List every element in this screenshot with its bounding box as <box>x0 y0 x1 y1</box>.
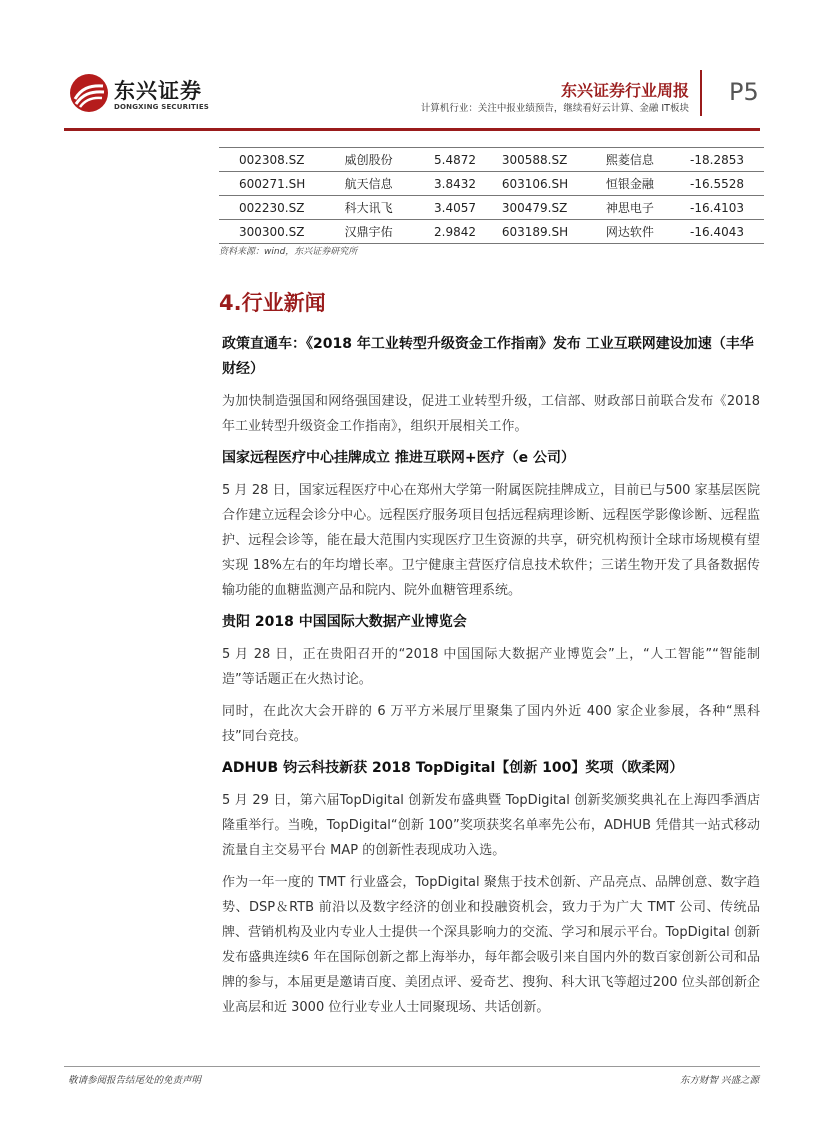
stock-name-cell: 威创股份 <box>345 148 434 172</box>
header-rule <box>64 128 760 131</box>
stock-code-cell: 002230.SZ <box>219 196 345 220</box>
stock-name-cell: 网达软件 <box>606 220 690 244</box>
news-paragraph: 为加快制造强国和网络强国建设，促进工业转型升级，工信部、财政部日前联合发布《2018 年工业转型升级资金工作指南》，组织开展相关工作。 <box>222 394 760 434</box>
header-divider <box>700 70 702 116</box>
company-logo <box>68 72 208 122</box>
stock-name-cell: 恒银金融 <box>606 172 690 196</box>
stock-code-cell: 300300.SZ <box>219 220 345 244</box>
news-headline: 政策直通车：《2018 年工业转型升级资金工作指南》发布 工业互联网建设加速（丰华财经） <box>222 336 754 377</box>
table-row <box>219 148 764 172</box>
news-paragraph: 5 月 28 日，正在贵阳召开的“2018 中国国际大数据产业博览会”上，“人工智能”“智能制造”等话题正在火热讨论。 <box>222 647 760 687</box>
stock-value-cell: 5.4872 <box>434 148 502 172</box>
stock-code-cell: 603106.SH <box>502 172 606 196</box>
logo-english-text: DONGXING SECURITIES <box>114 103 210 111</box>
stock-value-cell: -16.5528 <box>690 172 764 196</box>
section-title: 4.行业新闻 <box>219 291 326 315</box>
stock-value-cell: 2.9842 <box>434 220 502 244</box>
report-title: 东兴证券行业周报 <box>560 81 689 100</box>
stock-value-cell: -16.4103 <box>690 196 764 220</box>
news-list <box>222 332 760 1027</box>
table-source: 资料来源：wind，东兴证券研究所 <box>219 247 358 257</box>
news-item <box>222 610 760 749</box>
stock-name-cell: 汉鼎宇佑 <box>345 220 434 244</box>
stock-table <box>219 147 764 244</box>
stock-value-cell: 3.8432 <box>434 172 502 196</box>
news-item <box>222 756 760 1020</box>
footer-rule <box>64 1066 760 1067</box>
page-number: P5 <box>729 78 759 106</box>
stock-code-cell: 300479.SZ <box>502 196 606 220</box>
news-item <box>222 446 760 603</box>
news-headline: 国家远程医疗中心挂牌成立 推进互联网+医疗（e 公司） <box>222 450 575 466</box>
table-row <box>219 220 764 244</box>
news-paragraph: 5 月 29 日，第六届TopDigital 创新发布盛典暨 TopDigital 创新奖颁奖典礼在上海四季酒店隆重举行。当晚，TopDigital“创新 100”奖项获奖名单率先公布，ADHUB 凭借其一站式移动流量自主交易平台 MAP 的创新性表现成功入选。 <box>222 793 760 858</box>
stock-code-cell: 600271.SH <box>219 172 345 196</box>
news-paragraph: 作为一年一度的 TMT 行业盛会，TopDigital 聚焦于技术创新、产品亮点、品牌创意、数字趋势、DSP＆RTB 前沿以及数字经济的创业和投融资机会，致力于为广大 TMT 公司、传统品牌、营销机构及业内专业人士提供一个深具影响力的交流、学习和展示平台。TopDigital 创新发布盛典连续6 年在国际创新之都上海举办，每年都会吸引来自国内外的数百家创新公司和品牌的参与，本届更是邀请百度、美团点评、爱奇艺、搜狗、科大讯飞等超过200 位头部创新企业高层和近 3000 位行业专业人士同聚现场、共话创新。 <box>222 875 760 1015</box>
news-item <box>222 332 760 439</box>
logo-mark-icon <box>68 72 110 114</box>
news-paragraph: 5 月 28 日，国家远程医疗中心在郑州大学第一附属医院挂牌成立，目前已与500 家基层医院合作建立远程会诊分中心。远程医疗服务项目包括远程病理诊断、远程医学影像诊断、远程监护、远程会诊等，能在最大范围内实现医疗卫生资源的共享，研究机构预计全球市场规模有望实现 18%左右的年均增长率。卫宁健康主营医疗信息技术软件；三诺生物开发了具备数据传输功能的血糖监测产品和院内、院外血糖管理系统。 <box>222 483 760 598</box>
table-row <box>219 196 764 220</box>
stock-code-cell: 300588.SZ <box>502 148 606 172</box>
stock-code-cell: 603189.SH <box>502 220 606 244</box>
stock-value-cell: 3.4057 <box>434 196 502 220</box>
stock-name-cell: 航天信息 <box>345 172 434 196</box>
news-headline: 贵阳 2018 中国国际大数据产业博览会 <box>222 614 467 630</box>
table-row <box>219 172 764 196</box>
stock-name-cell: 科大讯飞 <box>345 196 434 220</box>
stock-value-cell: -16.4043 <box>690 220 764 244</box>
footer-slogan: 东方财智 兴盛之源 <box>679 1075 759 1086</box>
stock-value-cell: -18.2853 <box>690 148 764 172</box>
stock-code-cell: 002308.SZ <box>219 148 345 172</box>
footer-disclaimer: 敬请参阅报告结尾处的免责声明 <box>68 1075 202 1086</box>
news-headline: ADHUB 钧云科技新获 2018 TopDigital【创新 100】奖项（欧柔网） <box>222 760 684 776</box>
logo-text: 东兴证券 <box>114 79 202 103</box>
stock-name-cell: 熙菱信息 <box>606 148 690 172</box>
stock-name-cell: 神思电子 <box>606 196 690 220</box>
report-subtitle: 计算机行业：关注中报业绩预告，继续看好云计算、金融 IT板块 <box>420 103 689 114</box>
news-paragraph: 同时，在此次大会开辟的 6 万平方米展厅里聚集了国内外近 400 家企业参展，各种“黑科技”同台竞技。 <box>222 704 760 744</box>
